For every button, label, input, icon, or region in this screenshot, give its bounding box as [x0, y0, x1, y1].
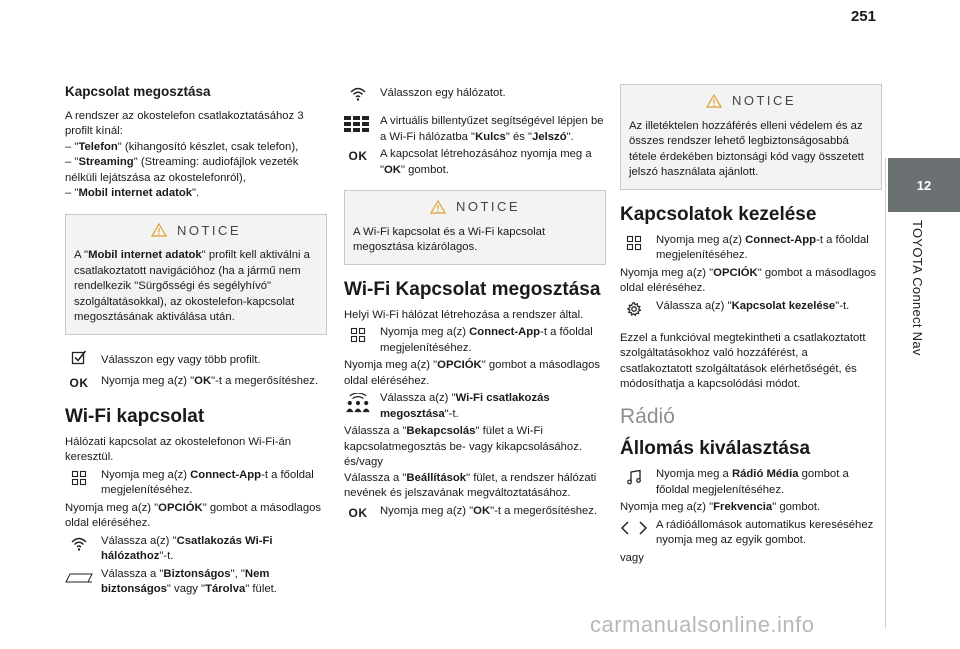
- step-connect-app: [344, 325, 606, 356]
- column-2: [344, 84, 606, 523]
- step-text: Válassza a(z) "Wi-Fi csatlakozás megosztása"-t.: [380, 392, 550, 420]
- notice-box: [344, 190, 606, 265]
- step-text: Válassza a "Biztonságos", "Nem biztonságos" vagy "Tárolva" fület.: [101, 567, 277, 595]
- notice-text: Az illetéktelen hozzáférés elleni védelem és az összes rendszer lehető legbiztonságosabbá tétele érdekében biztonsági kód vagy összetett jelszó használata ajánlott.: [629, 119, 864, 178]
- step-confirm: [65, 374, 327, 392]
- prev-next-arrows-icon: [620, 520, 648, 536]
- step-select-network: [344, 84, 606, 102]
- ok-icon: OK: [69, 376, 89, 390]
- step-security-tab: [65, 567, 327, 598]
- ok-icon: OK: [348, 505, 368, 520]
- step-activation: Válassza a "Bekapcsolás" fület a Wi-Fi kapcsolatmegosztás be- vagy kikapcsolásához.: [344, 425, 582, 453]
- step-text: Válasszon egy vagy több profilt.: [101, 353, 261, 366]
- heading-station-selection: Állomás kiválasztása: [620, 438, 811, 459]
- step-confirm: [344, 504, 606, 522]
- step-auto-search: [620, 518, 882, 549]
- notice-header: [74, 223, 318, 239]
- page-number: 251: [850, 8, 876, 25]
- sharing-intro: Helyi Wi-Fi hálózat létrehozása a rendszer által.: [344, 308, 584, 321]
- chapter-tab: 12: [888, 158, 960, 212]
- wifi-intro: Hálózati kapcsolat az okostelefonon Wi-Fi-án keresztül.: [65, 435, 292, 463]
- checkbox-icon: [71, 349, 87, 365]
- heading-wifi-sharing: Wi-Fi Kapcsolat megosztása: [344, 278, 601, 300]
- notice-label: NOTICE: [176, 222, 242, 238]
- share-users-icon: [344, 393, 372, 413]
- step-select-profile: [65, 347, 327, 369]
- step-text: Nyomja meg a Rádió Média gombot a főoldal megjelenítéséhez.: [656, 468, 849, 496]
- apps-grid-icon: [350, 327, 366, 343]
- profile-list-item: – "Streaming" (Streaming: audiofájlok vezeték nélküli lejátszása az okostelefonról),: [65, 156, 299, 184]
- step-options: Nyomja meg a(z) "OPCIÓK" gombot a másodlagos oldal eléréséhez.: [620, 266, 877, 294]
- notice-text: A Wi-Fi kapcsolat és a Wi-Fi kapcsolat megosztása kizárólagos.: [353, 225, 546, 253]
- wifi-icon: [350, 86, 366, 102]
- step-manage: [620, 299, 882, 317]
- column-3: [620, 84, 882, 566]
- notice-box: [65, 214, 327, 335]
- apps-grid-icon: [626, 235, 642, 251]
- intro-text: A rendszer az okostelefon csatlakoztatásához 3 profilt kínál:: [65, 109, 304, 137]
- music-note-icon: [626, 469, 642, 485]
- step-options: Nyomja meg a(z) "OPCIÓK" gombot a másodlagos oldal eléréséhez.: [344, 359, 601, 387]
- step-text: Válassza a(z) "Kapcsolat kezelése"-t.: [656, 299, 850, 312]
- step-keyboard: [344, 114, 606, 145]
- step-connect-ok: [344, 147, 606, 178]
- step-text: A rádióállomások automatikus kereséséhez nyomja meg az egyik gombot.: [656, 518, 874, 546]
- wifi-icon: [71, 536, 87, 552]
- step-text: Válasszon egy hálózatot.: [380, 87, 506, 99]
- warning-icon: [430, 200, 446, 214]
- warning-icon: [706, 94, 722, 108]
- step-text: Válassza a(z) "Csatlakozás Wi-Fi hálózathoz"-t.: [101, 534, 273, 562]
- step-text: A virtuális billentyűzet segítségével lépjen be a Wi-Fi hálózatba "Kulcs" és "Jelszó".: [380, 115, 604, 143]
- watermark: carmanualsonline.info: [590, 612, 815, 637]
- step-text: Nyomja meg a(z) Connect-App-t a főoldal megjelenítéséhez.: [101, 468, 314, 496]
- step-text: Nyomja meg a(z) "OK"-t a megerősítéshez.: [380, 504, 598, 517]
- step-connect-app: [620, 233, 882, 264]
- notice-box: [620, 84, 882, 190]
- step-connect-app: [65, 468, 327, 499]
- step-text: Nyomja meg a(z) Connect-App-t a főoldal megjelenítéséhez.: [380, 326, 593, 354]
- heading-connection-sharing: Kapcsolat megosztása: [65, 84, 211, 99]
- warning-icon: [151, 223, 167, 237]
- notice-text: A "Mobil internet adatok" profilt kell aktiválni a csatlakoztatott navigációhoz (ha a jármű nem rendelkezik "Sürgősségi és segélyhívó" szolgáltatásokkal), az okostelefon-kapcsolat megosztásának aktiválása után.: [74, 249, 310, 323]
- tab-icon: [65, 569, 93, 585]
- ok-icon: OK: [348, 149, 368, 163]
- heading-wifi-connection: Wi-Fi kapcsolat: [65, 405, 205, 427]
- step-frequency: Nyomja meg a(z) "Frekvencia" gombot.: [620, 501, 821, 513]
- side-divider: [885, 158, 886, 628]
- gear-icon: [626, 301, 642, 317]
- profile-list-item: – "Mobil internet adatok".: [65, 187, 200, 199]
- step-settings: Válassza a "Beállítások" fület, a rendszer hálózati nevének és jelszavának megváltoztatásához.: [344, 471, 597, 499]
- column-1: [65, 84, 327, 600]
- profile-list-item: – "Telefon" (kihangosító készlet, csak telefon),: [65, 140, 299, 153]
- step-radio-media: [620, 467, 882, 498]
- step-wifi-connect: [65, 534, 327, 565]
- step-text: Nyomja meg a(z) Connect-App-t a főoldal megjelenítéséhez.: [656, 233, 869, 261]
- heading-radio: Rádió: [620, 404, 675, 428]
- manage-description: Ezzel a funkcióval megtekintheti a csatlakoztatott szolgáltatásokhoz való hozzáférést, a csatlakoztatott szolgáltatások elérhetőségét, és módosíthatja a kapcsolódási módot.: [620, 331, 866, 390]
- notice-header: [353, 199, 597, 215]
- apps-grid-icon: [71, 470, 87, 486]
- notice-label: NOTICE: [731, 93, 797, 108]
- notice-header: [629, 93, 873, 109]
- step-wifi-sharing: [344, 391, 606, 422]
- step-or: vagy: [620, 551, 644, 564]
- step-options: Nyomja meg a(z) "OPCIÓK" gombot a másodlagos oldal eléréséhez.: [65, 501, 322, 529]
- step-or: és/vagy: [344, 456, 383, 468]
- heading-manage-connections: Kapcsolatok kezelése: [620, 203, 817, 225]
- notice-label: NOTICE: [455, 199, 521, 214]
- step-text: Nyomja meg a(z) "OK"-t a megerősítéshez.: [101, 375, 319, 387]
- chapter-title: TOYOTA Connect Nav: [910, 220, 925, 356]
- step-text: A kapcsolat létrehozásához nyomja meg a "OK" gombot.: [380, 148, 592, 176]
- keyboard-icon: [344, 116, 372, 132]
